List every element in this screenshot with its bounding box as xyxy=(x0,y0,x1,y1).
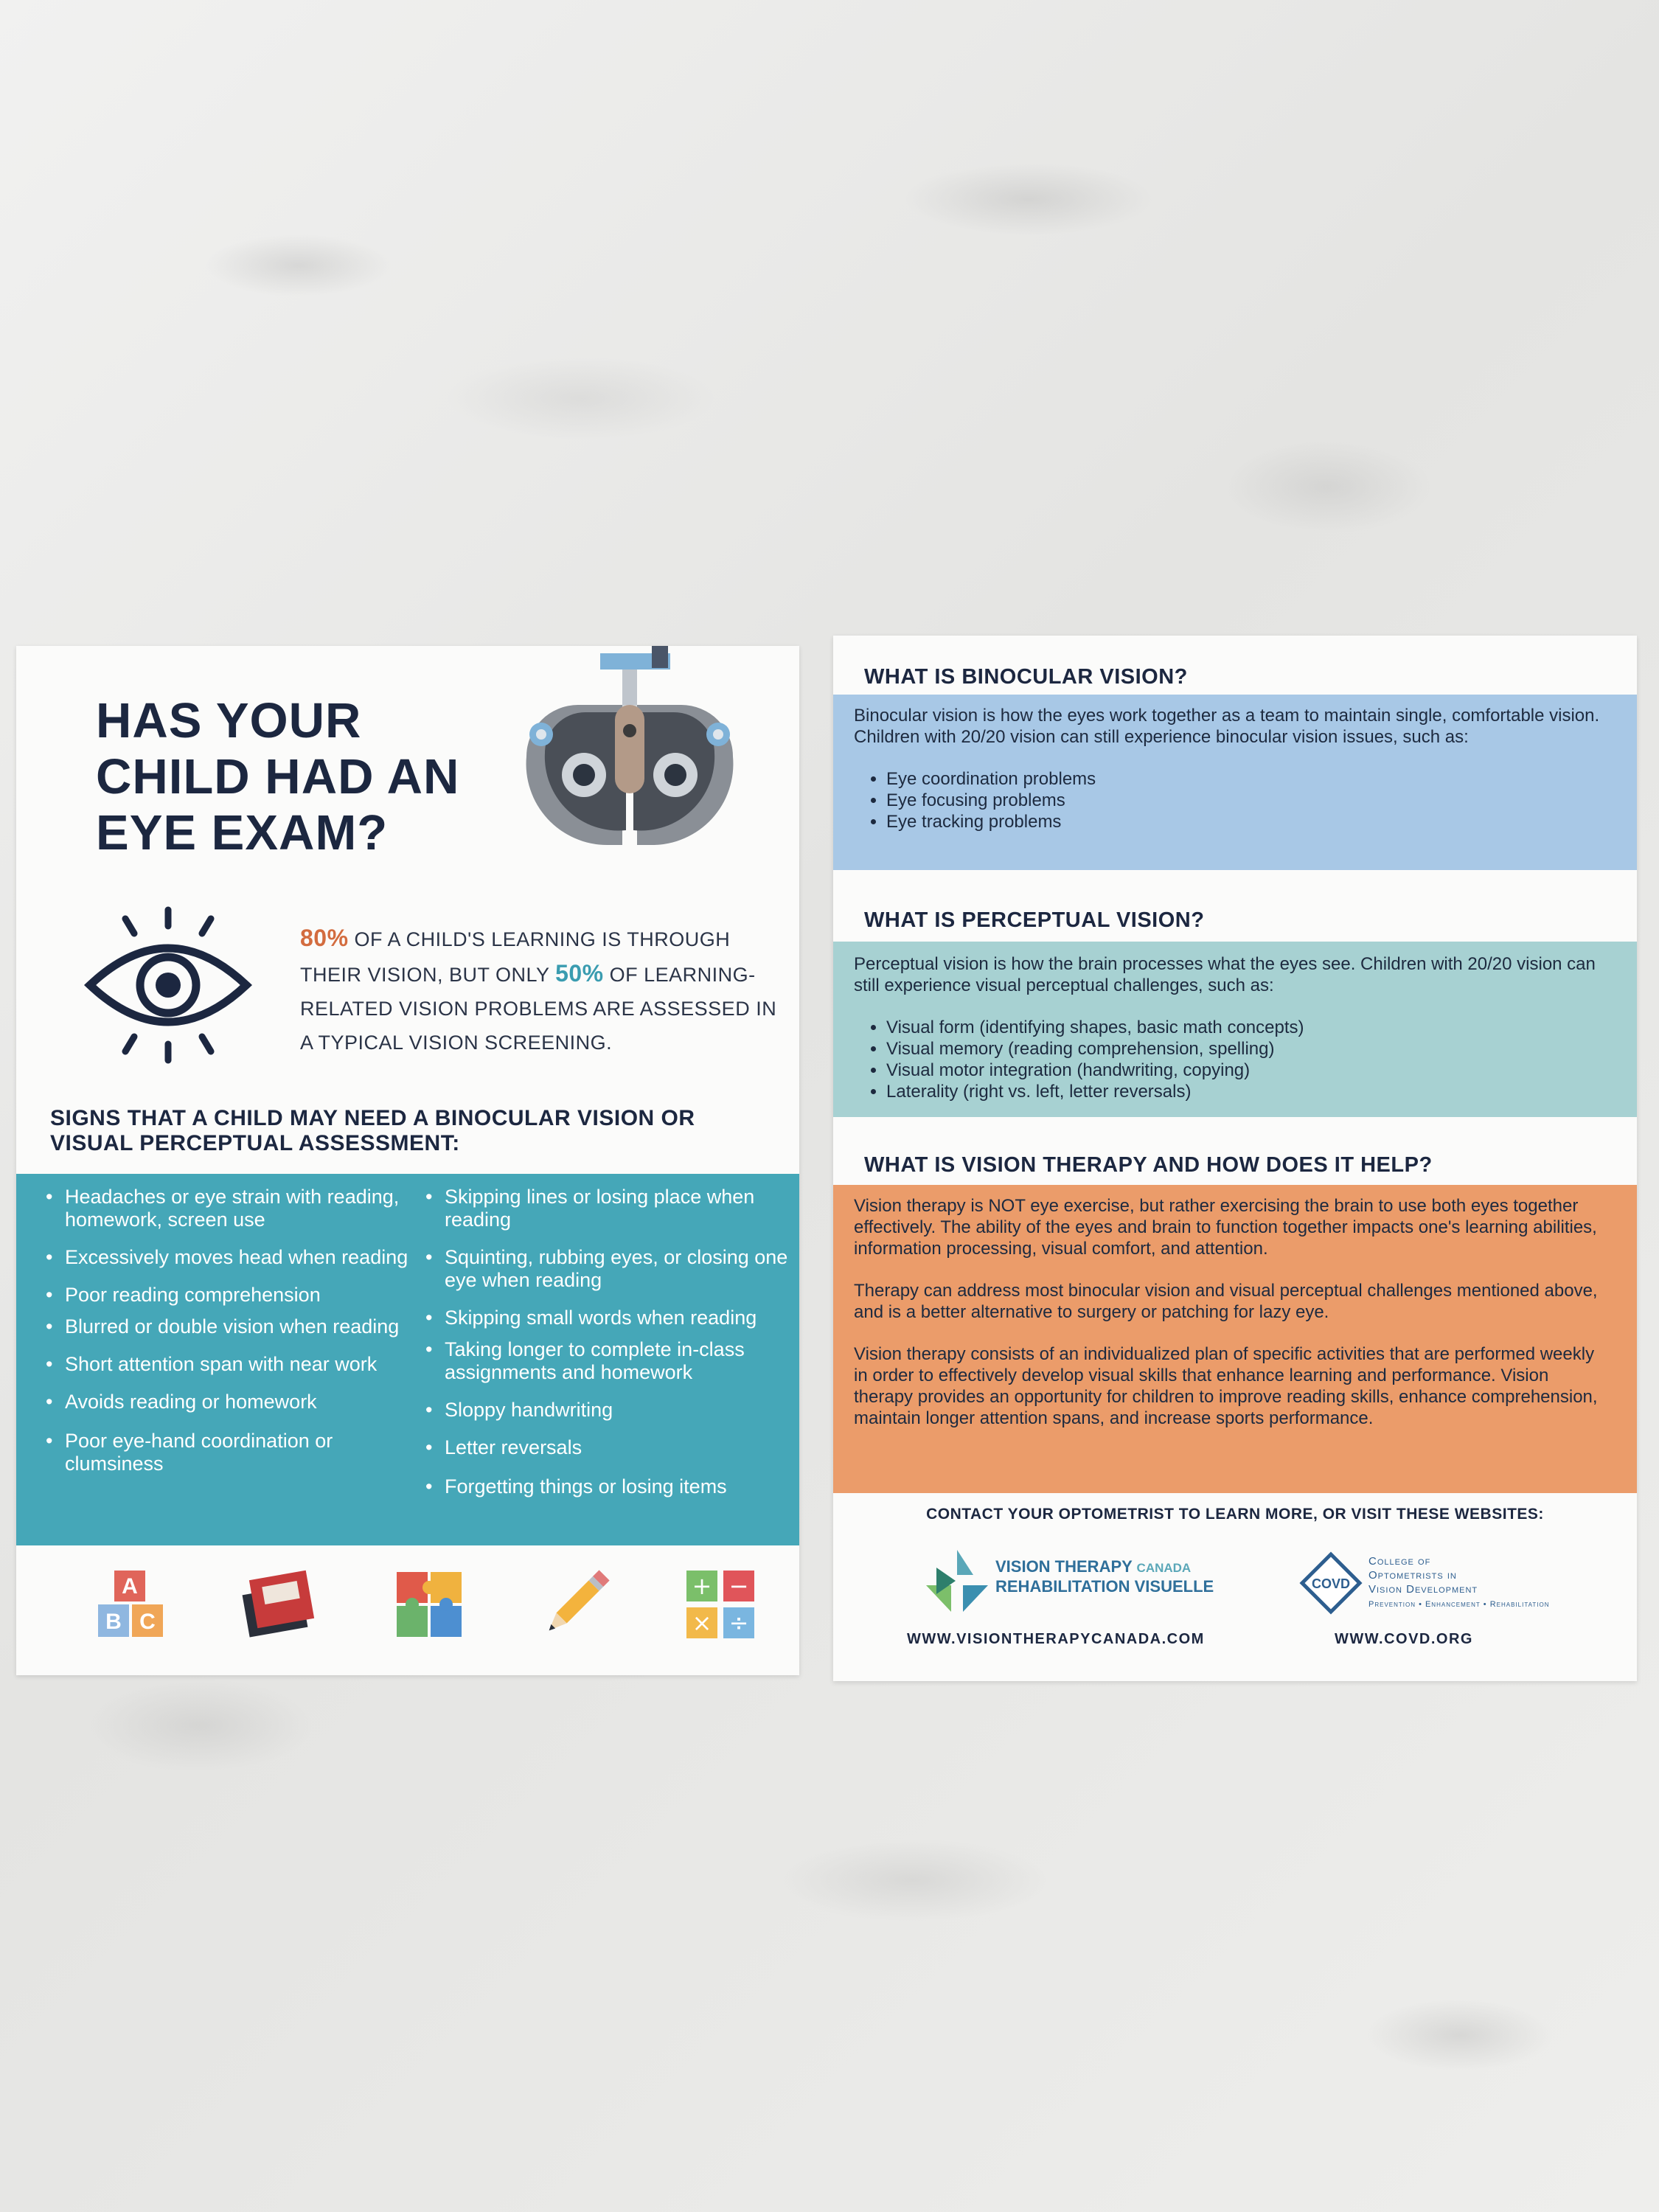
stat-80-percent: 80% xyxy=(300,925,349,951)
binocular-list xyxy=(833,768,1637,832)
sign-item: • Skipping lines or losing place when reading xyxy=(425,1186,798,1231)
sign-item: • Poor eye-hand coordination or clumsiness xyxy=(46,1430,418,1475)
book-icon xyxy=(241,1568,315,1641)
vtc-canada: CANADA xyxy=(1136,1561,1192,1575)
svg-text:A: A xyxy=(122,1574,138,1599)
title-line-2: CHILD HAD AN xyxy=(96,749,460,804)
vision-therapy-flyer-back xyxy=(833,636,1637,1681)
therapy-section xyxy=(833,1185,1637,1493)
vtc-website-link[interactable]: WWW.VISIONTHERAPYCANADA.COM xyxy=(907,1631,1205,1647)
binocular-item: • Eye tracking problems xyxy=(886,811,1637,832)
math-symbols-icon xyxy=(684,1568,757,1641)
svg-text:+: + xyxy=(692,1572,712,1600)
puzzle-icon xyxy=(392,1568,466,1641)
sign-item: • Avoids reading or homework xyxy=(46,1391,418,1413)
sign-item: • Letter reversals xyxy=(425,1436,798,1459)
stat-text-a: OF A CHILD'S LEARNING IS THROUGH THEIR VISION, BUT ONLY xyxy=(300,928,731,986)
sign-item: • Excessively moves head when reading xyxy=(46,1246,418,1269)
covd-line: Vision Development xyxy=(1368,1583,1478,1596)
abc-blocks-icon xyxy=(94,1568,167,1641)
therapy-paragraph: Vision therapy consists of an individualized plan of specific activities that are performed weekly in order to effectively develop visual skills that enhance learning and performance. Vision therapy provides an opportunity for children to improve reading skills, enhance comprehension, maintain longer attention spans, and increase sports performance. xyxy=(854,1344,1598,1428)
sign-item: • Short attention span with near work xyxy=(46,1353,418,1376)
signs-panel xyxy=(16,1174,799,1545)
flyer-title xyxy=(96,693,459,861)
covd-website-link[interactable]: WWW.COVD.ORG xyxy=(1335,1631,1473,1647)
binocular-item: • Eye focusing problems xyxy=(886,790,1637,811)
binocular-section xyxy=(833,695,1637,870)
sign-item: • Skipping small words when reading xyxy=(425,1307,798,1329)
svg-text:B: B xyxy=(105,1610,122,1634)
covd-line: Optometrists in xyxy=(1368,1569,1457,1582)
svg-text:×: × xyxy=(692,1609,712,1637)
binocular-item: • Eye coordination problems xyxy=(886,768,1637,790)
perceptual-item: • Visual memory (reading comprehension, spelling) xyxy=(886,1038,1637,1060)
vtc-name: VISION THERAPY xyxy=(995,1557,1133,1576)
sign-item: • Taking longer to complete in-class assignments and homework xyxy=(425,1338,798,1384)
sign-item: • Headaches or eye strain with reading, homework, screen use xyxy=(46,1186,418,1231)
svg-text:−: − xyxy=(728,1572,749,1600)
perceptual-item: • Laterality (right vs. left, letter reversals) xyxy=(886,1081,1637,1102)
eye-exam-flyer-front xyxy=(16,646,799,1675)
binocular-heading: WHAT IS BINOCULAR VISION? xyxy=(864,665,1188,689)
vtc-french-name: REHABILITATION VISUELLE xyxy=(995,1577,1214,1596)
covd-mark-text: COVD xyxy=(1311,1576,1351,1591)
sign-item: • Poor reading comprehension xyxy=(46,1284,418,1307)
pencil-icon xyxy=(538,1568,612,1641)
sign-item: • Forgetting things or losing items xyxy=(425,1475,798,1498)
vision-therapy-canada-logo xyxy=(922,1545,1214,1619)
sign-item: • Blurred or double vision when reading xyxy=(46,1315,418,1338)
covd-mark-icon xyxy=(1298,1550,1364,1616)
covd-logo xyxy=(1298,1547,1550,1621)
therapy-paragraph: Vision therapy is NOT eye exercise, but rather exercising the brain to use both eyes together effectively. The ability of the eyes and brain to function together impacts one's learning abilities, information processing, visual comfort, and attention. xyxy=(854,1196,1597,1259)
stat-text-b: OF LEARNING-RELATED VISION PROBLEMS ARE ASSESSED IN A TYPICAL VISION SCREENING. xyxy=(300,964,777,1054)
vision-statistic xyxy=(300,921,787,1060)
phoropter-icon xyxy=(504,646,755,874)
title-line-1: HAS YOUR xyxy=(96,693,362,748)
perceptual-section xyxy=(833,942,1637,1117)
perceptual-item: • Visual motor integration (handwriting, copying) xyxy=(886,1060,1637,1081)
perceptual-body: Perceptual vision is how the brain processes what the eyes see. Children with 20/20 vision can still experience visual perceptual challenges, such as: xyxy=(854,954,1596,995)
signs-list-right xyxy=(425,1186,798,1498)
learning-icons-row xyxy=(16,1560,799,1656)
vtc-mark-icon xyxy=(922,1545,992,1616)
eye-icon xyxy=(80,904,257,1066)
svg-text:÷: ÷ xyxy=(728,1609,749,1637)
perceptual-item: • Visual form (identifying shapes, basic math concepts) xyxy=(886,1017,1637,1038)
therapy-paragraph: Therapy can address most binocular vision and visual perceptual challenges mentioned above, and is a better alternative to surgery or patching for lazy eye. xyxy=(854,1281,1598,1322)
sign-item: • Squinting, rubbing eyes, or closing one eye when reading xyxy=(425,1246,798,1292)
contact-line: CONTACT YOUR OPTOMETRIST TO LEARN MORE, OR VISIT THESE WEBSITES: xyxy=(926,1506,1544,1523)
sign-item: • Sloppy handwriting xyxy=(425,1399,798,1422)
covd-line: College of xyxy=(1368,1555,1431,1568)
binocular-body: Binocular vision is how the eyes work together as a team to maintain single, comfortable vision. Children with 20/20 vision can still experience binocular vision issues, such as: xyxy=(854,706,1600,747)
therapy-heading: WHAT IS VISION THERAPY AND HOW DOES IT HELP? xyxy=(864,1153,1433,1177)
covd-tagline: Prevention • Enhancement • Rehabilitation xyxy=(1368,1600,1550,1609)
signs-list-left xyxy=(46,1186,418,1475)
perceptual-heading: WHAT IS PERCEPTUAL VISION? xyxy=(864,908,1205,932)
perceptual-list xyxy=(833,1017,1637,1102)
stat-50-percent: 50% xyxy=(555,960,604,987)
svg-text:C: C xyxy=(139,1610,156,1634)
title-line-3: EYE EXAM? xyxy=(96,805,389,860)
signs-heading: SIGNS THAT A CHILD MAY NEED A BINOCULAR VISION OR VISUAL PERCEPTUAL ASSESSMENT: xyxy=(50,1106,695,1155)
